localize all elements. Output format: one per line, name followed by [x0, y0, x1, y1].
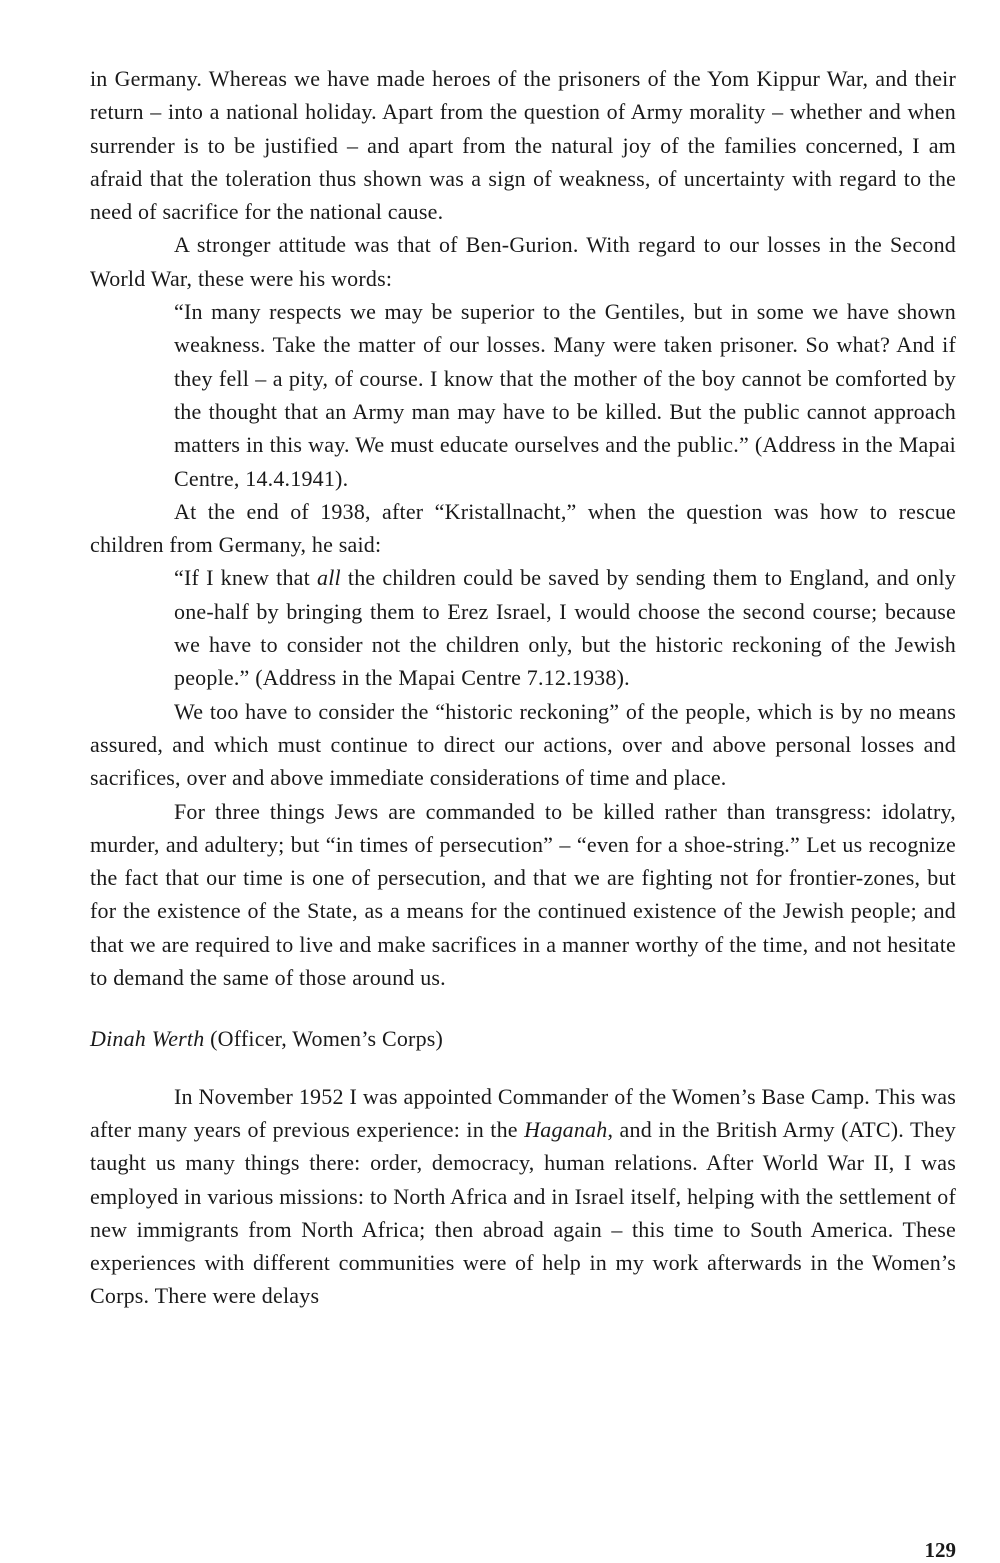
page-number: 129: [924, 1538, 956, 1562]
paragraph-4: We too have to consider the “historic reckoning” of the people, which is by no means assured, and which must continue to direct our actions, over and above personal losses and sacrifices, over and above immediate considerations of time and place.: [90, 698, 956, 791]
paragraph-6-end: , and in the British Army (ATC). They taught us many things there: order, democracy, human relations. After World War II, I was employed in various missions: to North Africa and in Israel itself, helping with the settlement of new immigrants from North Africa; then abroad again – this time to South America. These experiences with different communities were of help in my work afterwards in the Women’s Corps. There were delays: [90, 1116, 956, 1309]
quote-ben-gurion-2: [174, 561, 956, 694]
quote-ben-gurion-1: “In many respects we may be superior to the Gentiles, but in some we have shown weakness. Take the matter of our losses. Many were taken prisoner. So what? And if they fell – a pity, of course. I know that the mother of the boy cannot be comforted by the thought that an Army man may have to be killed. But the public cannot approach matters in this way. We must educate ourselves and the public.” (Address in the Mapai Centre, 14.4.1941).: [174, 299, 956, 491]
quote-2-emphasis: all: [317, 565, 341, 591]
paragraph-2: A stronger attitude was that of Ben-Gurion. With regard to our losses in the Second World War, these were his words:: [90, 232, 956, 291]
quote-2-end: the children could be saved by sending them to England, and only one-half by bringing them to Erez Israel, I would choose the second course; because we have to consider not the children only, but the historic reckoning of the Jewish people.” (Address in the Mapai Centre 7.12.1938).: [174, 565, 956, 691]
paragraph-3: At the end of 1938, after “Kristallnacht,” when the question was how to rescue children from Germany, he said:: [90, 498, 956, 558]
paragraph-1: in Germany. Whereas we have made heroes of the prisoners of the Yom Kippur War, and their return – into a national holiday. Apart from the question of Army morality – whether and when surrender is to be justified – and apart from the natural joy of the families concerned, I am afraid that the toleration thus shown was a sign of weakness, of uncertainty with regard to the need of sacrifice for the national cause.: [90, 66, 956, 225]
paragraph-6-emphasis: Haganah: [524, 1116, 608, 1142]
quote-2-start: “If I knew that: [174, 565, 317, 591]
page-body: [90, 62, 956, 1313]
paragraph-6-start: In November 1952 I was appointed Commander of the Women’s Base Camp. This was after many years of previous experience: in the: [90, 1083, 956, 1142]
author-heading: [90, 1022, 956, 1055]
author-role: (Officer, Women’s Corps): [204, 1026, 444, 1052]
paragraph-6: [90, 1080, 956, 1313]
paragraph-5: For three things Jews are commanded to be killed rather than transgress: idolatry, murder, and adultery; but “in times of persecution” – “even for a shoe-string.” Let us recognize the fact that our time is one of persecution, and that we are fighting not for frontier-zones, but for the existence of the State, as a means for the continued existence of the Jewish people; and that we are required to live and make sacrifices in a manner worthy of the time, and not hesitate to demand the same of those around us.: [90, 798, 956, 991]
author-name: Dinah Werth: [90, 1026, 205, 1052]
